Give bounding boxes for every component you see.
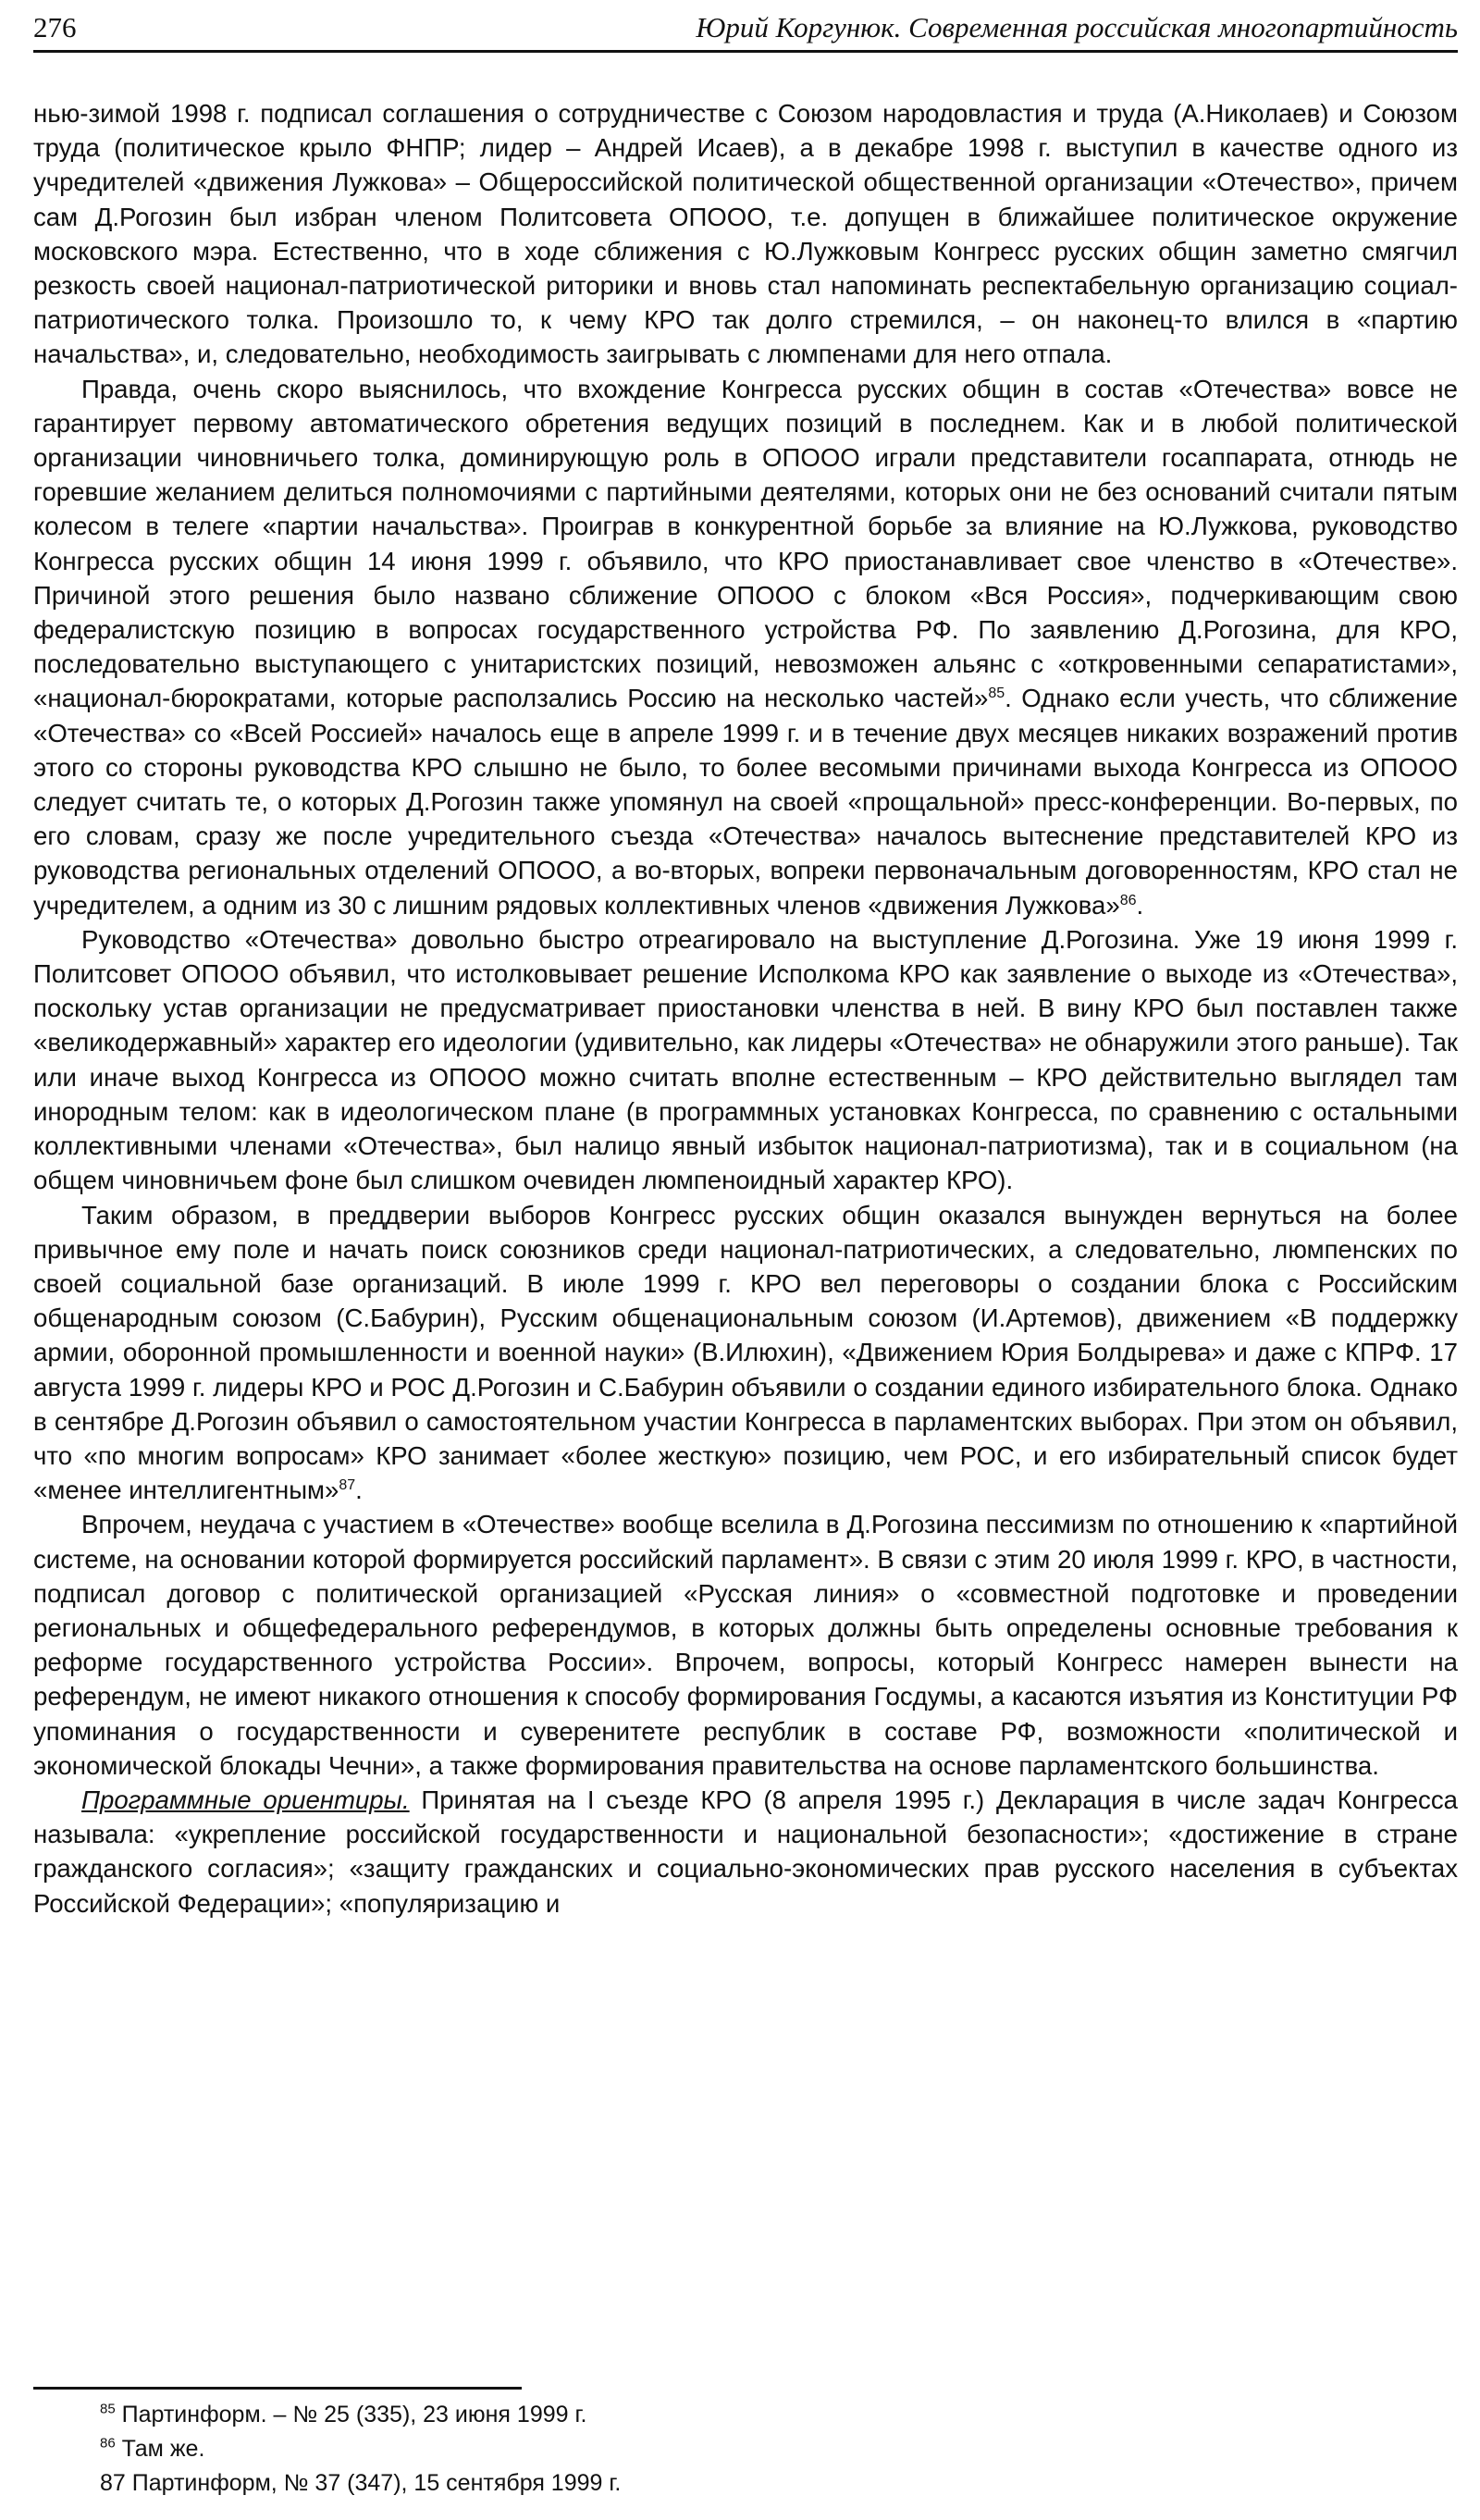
paragraph: Программные ориентиры. Принятая на I съезде КРО (8 апреля 1995 г.) Декларация в числе задач Конгресса называла: «укрепление российской государственности и национальной безопасности»; «достижение в стране гражданского согласия»; «защиту гражданских и социально-экономических прав русского населения в субъектах Российской Федерации»; «популяризацию и [33,1785,1458,1918]
paragraph: нью-зимой 1998 г. подписал соглашения о сотрудничестве с Союзом народовластия и труда (А.Николаев) и Союзом труда (политическое крыло ФНПР; лидер – Андрей Исаев), а в декабре 1998 г. выступил в качестве одного из учредителей «движения Лужкова» – Общероссийской политической общественной организации «Отечество», причем сам Д.Рогозин был избран членом Политсовета ОПООО, т.е. допущен в ближайшее политическое окружение московского мэра. Естественно, что в ходе сближения с Ю.Лужковым Конгресс русских общин заметно смягчил резкость своей национал-патриотической риторики и вновь стал напоминать респектабельную организацию социал-патриотического толка. Произошло то, к чему КРО так долго стремился, – он наконец-то влился в «партию начальства», и, следовательно, необходимость заигрывать с люмпенами для него отпала. [33,99,1458,369]
page-header [33,7,1458,53]
paragraph: Впрочем, неудача с участием в «Отечестве» вообще вселила в Д.Рогозина пессимизм по отношению к «партийной системе, на основании которой формируется российский парламент». В связи с этим 20 июля 1999 г. КРО, в частности, подписал договор с политической организацией «Русская линия» о «совместной подготовке и проведении региональных и общефедерального референдумов, в которых должны быть определены основные требования к реформе государственного устройства России». Впрочем, вопросы, который Конгресс намерен вынести на референдум, не имеют никакого отношения к способу формирования Госдумы, а касаются изъятия из Конституции РФ упоминания о государственности и суверенитете республик в составе РФ, возможности «политической и экономической блокады Чечни», а также формирования правительства на основе парламентского большинства. [33,1510,1458,1780]
paragraph: Таким образом, в преддверии выборов Конгресс русских общин оказался вынужден вернуться на более привычное ему поле и начать поиск союзников среди национал-патриотических, а следовательно, люмпенских по своей социальной базе организаций. В июле 1999 г. КРО вел переговоры о создании блока с Российским общенародным союзом (С.Бабурин), Русским общенациональным союзом (И.Артемов), движением «В поддержку армии, оборонной промышленности и военной науки» (В.Илюхин), «Движением Юрия Болдырева» и даже с КПРФ. 17 августа 1999 г. лидеры КРО и РОС Д.Рогозин и С.Бабурин объявили о создании единого избирательного блока. Однако в сентябре Д.Рогозин объявил о самостоятельном участии Конгресса в парламентских выборах. При этом он объявил, что «по многим вопросам» КРО занимает «более жесткую» позицию, чем РОС, и его избирательный список будет «менее интеллигентным»$^{87}$. [33,1200,1458,1505]
footnote: $^{85}$ Партинформ. – № 25 (335), 23 июня 1999 г. [100,2401,587,2427]
section-subheading: Программные ориентиры. [81,1785,410,1814]
paragraph: Руководство «Отечества» довольно быстро отреагировало на выступление Д.Рогозина. Уже 19 июня 1999 г. Политсовет ОПООО объявил, что истолковывает решение Исполкома КРО как заявление о выходе из «Отечества», поскольку устав организации не предусматривает приостановки членства в ней. В вину КРО был поставлен также «великодержавный» характер его идеологии (удивительно, как лидеры «Отечества» не обнаружили этого раньше). Так или иначе выход Конгресса из ОПООО можно считать вполне естественным – КРО действительно выглядел там инородным телом: как в идеологическом плане (в программных установках Конгресса, по сравнению с остальными коллективными членами «Отечества», был налицо явный избыток национал-патриотизма), так и в социальном (на общем чиновничьем фоне был слишком очевиден люмпеноидный характер КРО). [33,924,1458,1195]
paragraph: Правда, очень скоро выяснилось, что вхождение Конгресса русских общин в состав «Отечества» вовсе не гарантирует первому автоматического обретения ведущих позиций в последнем. Как и в любой политической организации чиновничьего толка, доминирующую роль в ОПООО играли представители госаппарата, отнюдь не горевшие желанием делиться полномочиями с партийными деятелями, которых они не без оснований считали пятым колесом в телеге «партии начальства». Проиграв в конкурентной борьбе за влияние на Ю.Лужкова, руководство Конгресса русских общин 14 июня 1999 г. объявило, что КРО приостанавливает свое членство в «Отечестве». Причиной этого решения было названо сближение ОПООО с блоком «Вся Россия», подчеркивающим свою федералистскую позицию в вопросах государственного устройства РФ. По заявлению Д.Рогозина, для КРО, последовательно выступающего с унитаристских позиций, невозможен альянс с «откровенными сепаратистами», «национал-бюрократами, которые расползались Россию на несколько частей»$^{85}$. Однако если учесть, что сближение «Отечества» со «Всей Россией» началось еще в апреле 1999 г. и в течение двух месяцев никаких возражений против этого со стороны руководства КРО слышно не было, то более весомыми причинами выхода Конгресса из ОПООО следует считать те, о которых Д.Рогозин также упомянул на своей «прощальной» пресс-конференции. Во-первых, по его словам, сразу же после учредительного съезда «Отечества» началось вытеснение представителей КРО из руководства региональных отделений ОПООО, а во-вторых, вопреки первоначальным договоренностям, КРО стал не учредителем, а одним из 30 с лишним рядовых коллективных членов «движения Лужкова»$^{86}$. [33,374,1459,920]
body-text [33,96,1458,1921]
footnote-ref: 86 [1119,892,1137,908]
footnote-number: 85 [100,2401,116,2417]
footnote-ref: 87 [339,1476,356,1493]
footnote: 87 Партинформ, № 37 (347), 15 сентября 1999 г. [100,2470,622,2496]
footnote: $^{86}$ Там же. [100,2435,205,2462]
running-title: Юрий Коргунюк. Современная российская многопартийность [696,11,1458,43]
footnote-number: 86 [100,2435,116,2452]
footnote-ref: 85 [988,686,1005,702]
footnote-separator [33,2387,522,2390]
footnotes [100,2398,1450,2501]
page-number: 276 [33,11,77,43]
